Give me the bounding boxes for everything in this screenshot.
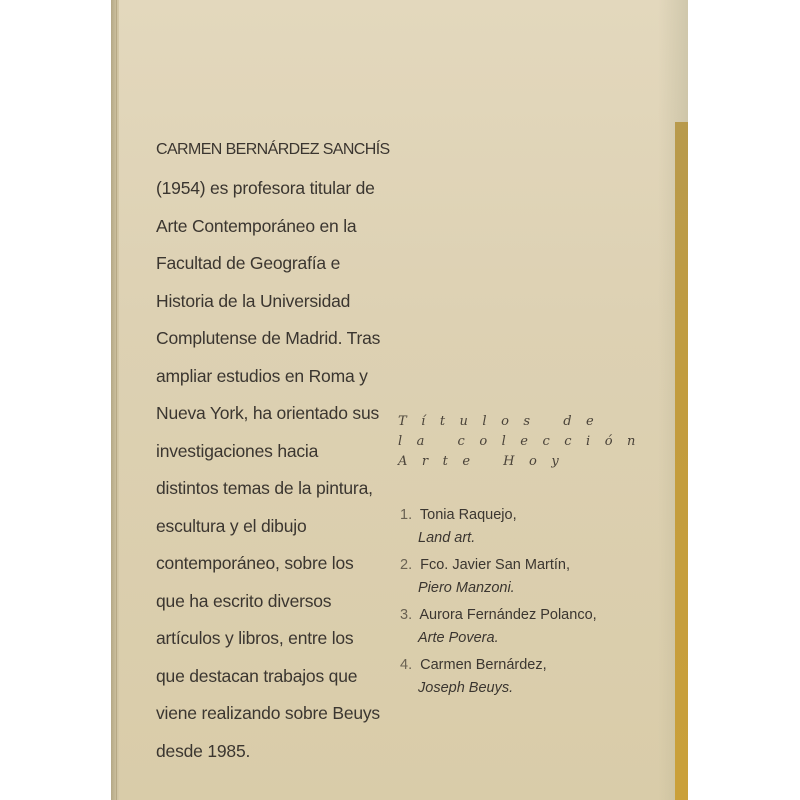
item-author: Fco. Javier San Martín, xyxy=(420,557,571,573)
collection-heading-line: Títulos de xyxy=(398,414,609,429)
bio-line: viene realizando sobre Beuys xyxy=(156,703,380,723)
item-work: Arte Povera. xyxy=(418,630,499,646)
collection-heading xyxy=(398,412,650,472)
page-fold xyxy=(111,0,119,800)
item-author: Carmen Bernárdez, xyxy=(420,657,547,673)
list-item xyxy=(400,656,597,679)
bio-line: desde 1985. xyxy=(156,740,251,761)
bio-line: contemporáneo, sobre los xyxy=(156,553,354,573)
bio-line: Nueva York, ha orientado sus xyxy=(156,403,380,423)
item-work: Piero Manzoni. xyxy=(418,580,515,596)
bio-line: Complutense de Madrid. Tras xyxy=(156,328,381,348)
item-author: Aurora Fernández Polanco, xyxy=(419,607,597,623)
item-work: Joseph Beuys. xyxy=(418,680,514,696)
bio-line: Arte Contemporáneo en la xyxy=(156,215,357,236)
bio-line: Historia de la Universidad xyxy=(156,290,351,311)
bio-line: que ha escrito diversos xyxy=(156,590,332,611)
bio-line: artículos y libros, entre los xyxy=(156,628,354,648)
author-name: CARMEN BERNÁRDEZ SANCHÍS xyxy=(156,141,390,158)
bio-line: (1954) es profesora titular de xyxy=(156,178,375,198)
fold-line xyxy=(116,0,117,800)
bio-line: que destacan trabajos que xyxy=(156,665,358,686)
collection-heading-line: la colección xyxy=(398,434,650,449)
item-number: 4. xyxy=(400,657,413,673)
list-item xyxy=(400,606,597,629)
titles-list xyxy=(400,506,597,706)
item-number: 3. xyxy=(400,607,413,623)
list-item xyxy=(400,506,597,529)
bio-line: Facultad de Geografía e xyxy=(156,253,341,273)
item-work: Land art. xyxy=(418,530,476,546)
bio-line: escultura y el dibujo xyxy=(156,515,307,536)
bio-line: investigaciones hacia xyxy=(156,440,319,461)
bio-line: distintos temas de la pintura, xyxy=(156,478,373,498)
item-author: Tonia Raquejo, xyxy=(419,507,517,523)
item-number: 1. xyxy=(400,507,413,523)
book-page xyxy=(111,0,688,800)
bio-line: ampliar estudios en Roma y xyxy=(156,365,368,386)
gold-cover-strip xyxy=(675,122,688,800)
list-item xyxy=(400,556,597,579)
item-number: 2. xyxy=(400,557,413,573)
collection-heading-line: Arte Hoy xyxy=(398,454,574,469)
